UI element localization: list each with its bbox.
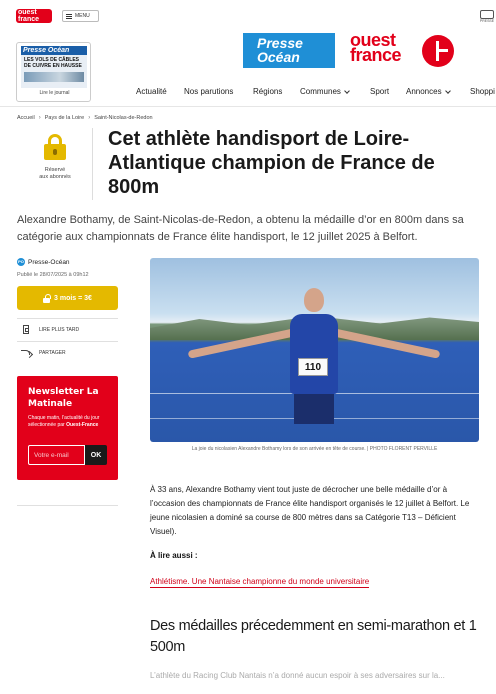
breadcrumb [17, 115, 153, 121]
article-source[interactable] [17, 258, 70, 266]
article-subheading: Des médailles précedemment en semi-marathon et 1 500m [150, 618, 477, 655]
article-paragraph: À 33 ans, Alexandre Bothamy vient tout juste de décrocher une belle médaille d’or à l’occasion des championnats de France élite handisport organisés le 12 juillet à Belfort. Le jeune nicolasien a dominé sa course de 800 mètres dans sa Catégorie T13 – Déficient Visuel). [150, 485, 470, 536]
nav-item-label: Nos parutions [184, 87, 234, 96]
newsletter-desc-brand: Ouest-France [66, 422, 99, 428]
presse-ocean-badge-icon: PO [18, 259, 24, 264]
tv-label: PRESSE [479, 19, 495, 23]
chevron-right-icon: › [38, 115, 41, 121]
photo-caption: La joie du nicolasien Alexandre Bothamy lors de son arrivée en tête de course. | PHOTO FLORENT PERVILLE [191, 446, 438, 452]
nav-item-communes[interactable] [300, 87, 349, 96]
unlock-icon [43, 295, 50, 302]
nav-item-actualite[interactable] [136, 87, 167, 96]
breadcrumb-item-accueil[interactable]: Accueil [17, 115, 35, 121]
ouest-france-logo-small[interactable] [16, 9, 52, 23]
premium-label [17, 167, 93, 181]
subscribe-button[interactable] [17, 286, 118, 310]
nav-item-nos-parutions[interactable] [184, 87, 233, 96]
nav-item-label: Annonces [406, 87, 442, 96]
read-newspaper-card[interactable] [16, 42, 91, 102]
breadcrumb-item-commune[interactable]: Saint-Nicolas-de-Redon [94, 115, 153, 121]
chevron-down-icon [344, 88, 350, 94]
read-later-button[interactable] [17, 318, 118, 340]
newsletter-box [17, 376, 118, 480]
nav-item-regions[interactable] [253, 87, 282, 96]
logo-small-line1: ouest [18, 9, 37, 16]
logo-small-line2: france [18, 16, 40, 23]
bookmark-icon [20, 324, 32, 336]
sidebar-divider [17, 505, 118, 506]
ouest-france-logo-line2: france [350, 45, 402, 65]
ouest-france-emblem-icon [422, 35, 454, 67]
nav-item-label: Sport [370, 87, 390, 96]
ouest-france-logo[interactable] [350, 30, 460, 69]
cover-headline: LES VOLS DE CÂBLES DE CUIVRE EN HAUSSE [24, 57, 82, 69]
photo-athlete-head [304, 288, 324, 312]
presse-ocean-logo[interactable] [243, 33, 335, 68]
newsletter-email-input[interactable] [28, 445, 85, 465]
lock-body-shape [44, 144, 66, 160]
hamburger-icon [66, 14, 72, 19]
bookmark-shape [23, 325, 29, 334]
premium-badge [17, 128, 93, 200]
chevron-right-icon: › [88, 115, 91, 121]
share-button[interactable] [17, 341, 118, 363]
read-later-label: LIRE PLUS TARD [39, 326, 80, 333]
read-also-label: À lire aussi : [150, 551, 198, 560]
newspaper-cover [21, 46, 87, 88]
related-article-link[interactable]: Athlétisme. Une Nantaise championne du monde universitaire [150, 577, 370, 586]
nav-item-sport[interactable] [370, 87, 389, 96]
premium-label-line1: Réservé [44, 167, 66, 173]
nav-item-label: Régions [253, 87, 283, 96]
article-teaser-faded: L’athlète du Racing Club Nantais n’a donné aucun espoir à ses adversaires sur la... [150, 671, 445, 680]
menu-button[interactable] [62, 10, 99, 22]
newsletter-description [28, 415, 113, 429]
menu-label: MENU [75, 13, 90, 19]
ouest-france-logo-text [350, 30, 402, 65]
share-arrow-shape [21, 350, 30, 355]
article-lead: Alexandre Bothamy, de Saint-Nicolas-de-Redon, a obtenu la médaille d’or en 800m dans sa catégorie aux championnats de France élite handisport, le 12 juillet 2025 à Belfort. [17, 214, 464, 243]
nav-item-annonces[interactable] [406, 87, 450, 96]
share-icon [20, 347, 32, 359]
nav-item-label: Communes [300, 87, 341, 96]
article-title: Cet athlète handisport de Loire-Atlantique champion de France de 800m [108, 128, 435, 198]
presse-ocean-logo-line2: Océan [257, 49, 300, 65]
nav-item-label: Actualité [136, 87, 167, 96]
ouest-france-logo-line1: ouest [350, 30, 396, 50]
article-photo[interactable] [150, 258, 479, 442]
newsletter-desc-text: Chaque matin, l’actualité du jour sélectionnée par [28, 415, 100, 428]
newsletter-submit-button[interactable]: OK [85, 445, 107, 465]
photo-athlete-shorts [294, 394, 334, 424]
header-divider [0, 106, 496, 107]
subscribe-label: 3 mois = 3€ [54, 294, 92, 302]
photo-athlete [290, 288, 338, 442]
photo-athlete-torso [290, 314, 338, 394]
newsletter-title: Newsletter La Matinale [28, 387, 99, 409]
top-bar [0, 0, 496, 34]
tv-screen-shape [480, 10, 494, 19]
read-newspaper-label: Lire le journal [39, 90, 70, 96]
photo-bib-number: 110 [298, 358, 328, 376]
breadcrumb-item-pays-de-la-loire[interactable]: Pays de la Loire [44, 115, 85, 121]
share-label: PARTAGER [39, 349, 66, 356]
premium-label-line2: aux abonnés [39, 174, 71, 180]
source-name: Presse-Océan [28, 258, 70, 266]
presse-ocean-logo-line1: Presse [257, 35, 303, 51]
cover-photo [24, 72, 84, 82]
publication-date: Publié le 28/07/2025 à 09h12 [17, 272, 89, 278]
nav-item-shopping[interactable] [470, 87, 495, 96]
cover-brand: Presse Océan [21, 46, 87, 55]
tv-icon[interactable] [478, 7, 496, 23]
chevron-down-icon [445, 88, 451, 94]
nav-item-label: Shoppi [470, 87, 495, 96]
lock-icon [44, 134, 66, 160]
